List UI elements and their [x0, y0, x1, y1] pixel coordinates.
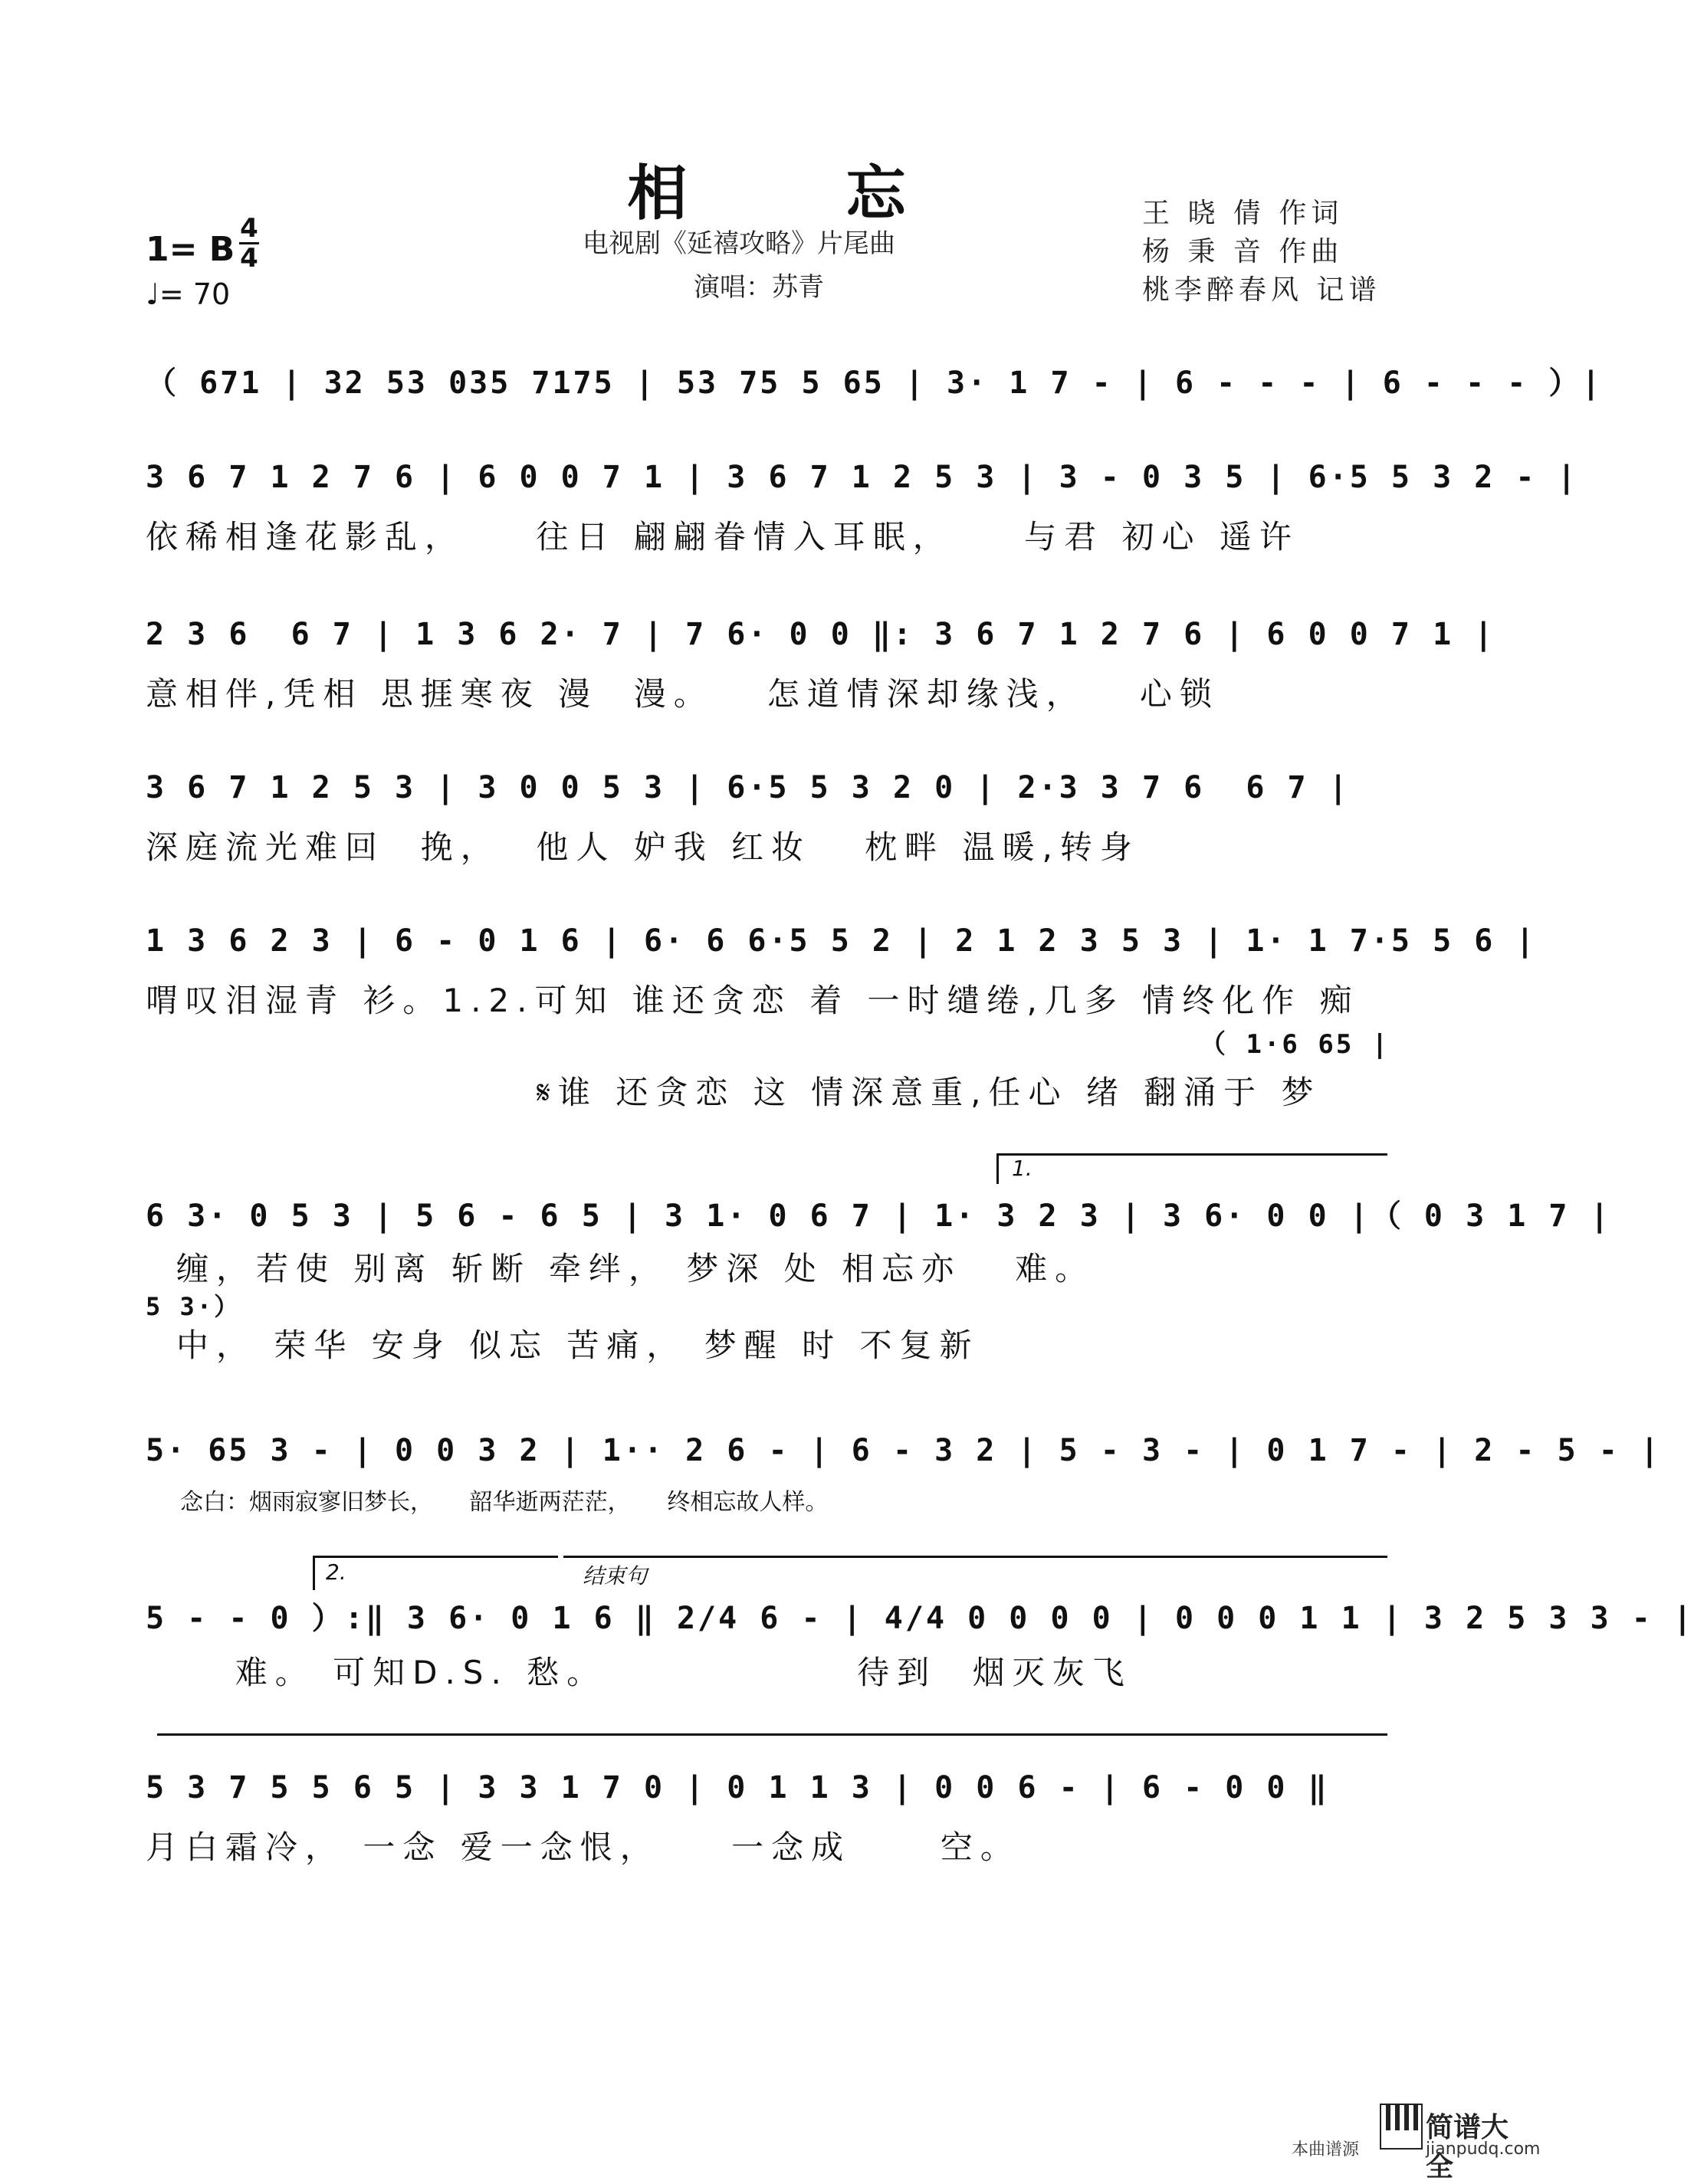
score-row-5-alt-lyrics: 𝄋谁 还贪恋 这 情深意重,任心 绪 翻涌于 梦 — [537, 1074, 1321, 1111]
key-signature: 1= B — [146, 230, 235, 269]
subtitle: 电视剧《延禧攻略》片尾曲 — [583, 228, 895, 259]
time-sig-bottom: 4 — [240, 243, 258, 274]
narration-text: 念白：烟雨寂寥旧梦长， 韶华逝两茫茫， 终相忘故人样。 — [180, 1489, 829, 1516]
score-row-5-aside: （ 1·6 65 | — [1200, 1029, 1390, 1060]
score-row-5-lyrics: 喟叹泪湿青 衫。1.2.可知 谁还贪恋 着 一时缱绻,几多 情终化作 痴 — [146, 982, 1360, 1019]
time-signature — [239, 213, 259, 274]
score-row-6-alt-lyrics: 中， 荣华 安身 似忘 苦痛， 梦醒 时 不复新 — [176, 1326, 980, 1364]
logo-url: jianpudq.com — [1426, 2140, 1541, 2159]
score-row-4-notes: 3 6 7 1 2 5 3 | 3 0 0 5 3 | 6·5 5 3 2 0 | 2·3 3 7 6 6 7 | — [146, 770, 1350, 805]
score-row-4-lyrics: 深庭流光难回 挽， 他人 妒我 红妆 枕畔 温暖,转身 — [146, 828, 1140, 866]
tempo-marking: ♩= 70 — [146, 277, 231, 311]
volta-1-bracket-side — [996, 1153, 999, 1184]
score-row-7-notes: 5· 65 3 - | 0 0 3 2 | 1·· 2 6 - | 6 - 3 2 | 5 - 3 - | 0 1 7 - | 2 - 5 - | — [146, 1433, 1661, 1468]
lyricist-credit: 王 晓 倩 作词 — [1142, 198, 1344, 229]
score-row-3-notes: 2 3 6 6 7 | 1 3 6 2· 7 | 7 6· 0 0 ‖: 3 6 7 1 2 7 6 | 6 0 0 7 1 | — [146, 617, 1495, 652]
score-row-6-notes: 6 3· 0 5 3 | 5 6 - 6 5 | 3 1· 0 6 7 | 1· 3 2 3 | 3 6· 0 0 |（ 0 3 1 7 | — [146, 1199, 1611, 1234]
time-sig-top: 4 — [240, 213, 258, 244]
singer: 演唱：苏青 — [694, 272, 824, 303]
score-row-8-lyrics: 难。 可知D.S. 愁。 待到 烟灭灰飞 — [146, 1654, 1132, 1691]
score-row-2-notes: 3 6 7 1 2 7 6 | 6 0 0 7 1 | 3 6 7 1 2 5 3 | 3 - 0 3 5 | 6·5 5 3 2 - | — [146, 460, 1578, 495]
volta-1-bracket — [996, 1153, 1387, 1156]
coda-bracket — [563, 1556, 1387, 1558]
page-title: 相 忘 — [627, 159, 975, 228]
volta-2-bracket-side — [313, 1556, 315, 1590]
tie-line — [157, 1733, 1387, 1736]
score-row-8-notes: 5 - - 0 ）:‖ 3 6· 0 1 6 ‖ 2/4 6 - | 4/4 0 0 0 0 | 0 0 0 1 1 | 3 2 5 3 3 - | — [146, 1601, 1694, 1636]
score-row-6-aside: 5 3·） — [146, 1292, 241, 1321]
score-row-2-lyrics: 依稀相逢花影乱， 往日 翩翩眷情入耳眠， 与君 初心 遥许 — [146, 518, 1299, 556]
coda-label: 结束句 — [583, 1563, 648, 1589]
volta-2-bracket — [313, 1556, 558, 1558]
score-row-6-lyrics: 缠，若使 别离 斩断 牵绊， 梦深 处 相忘亦 难。 — [176, 1250, 1095, 1287]
score-row-9-lyrics: 月白霜冷， 一念 爱一念恨， 一念成 空。 — [146, 1828, 1020, 1866]
composer-credit: 杨 秉 音 作曲 — [1142, 236, 1344, 267]
score-row-3-lyrics: 意相伴,凭相 思捱寒夜 漫 漫。 怎道情深却缘浅， 心锁 — [146, 675, 1220, 713]
volta-2-label: 2. — [326, 1559, 346, 1585]
footer-source-text: 本曲谱源 — [1292, 2140, 1360, 2159]
score-row-5-notes: 1 3 6 2 3 | 6 - 0 1 6 | 6· 6 6·5 5 2 | 2 1 2 3 5 3 | 1· 1 7·5 5 6 | — [146, 923, 1537, 959]
volta-1-label: 1. — [1012, 1156, 1032, 1181]
score-row-9-notes: 5 3 7 5 5 6 5 | 3 3 1 7 0 | 0 1 1 3 | 0 0 6 - | 6 - 0 0 ‖ — [146, 1770, 1329, 1805]
logo-name: 简谱大全 — [1426, 2112, 1509, 2182]
transcriber-credit: 桃李醉春风 记谱 — [1142, 274, 1381, 306]
score-row-1-notes: （ 671 | 32 53 035 7175 | 53 75 5 65 | 3· 1 7 - | 6 - - - | 6 - - - ）| — [146, 366, 1603, 401]
